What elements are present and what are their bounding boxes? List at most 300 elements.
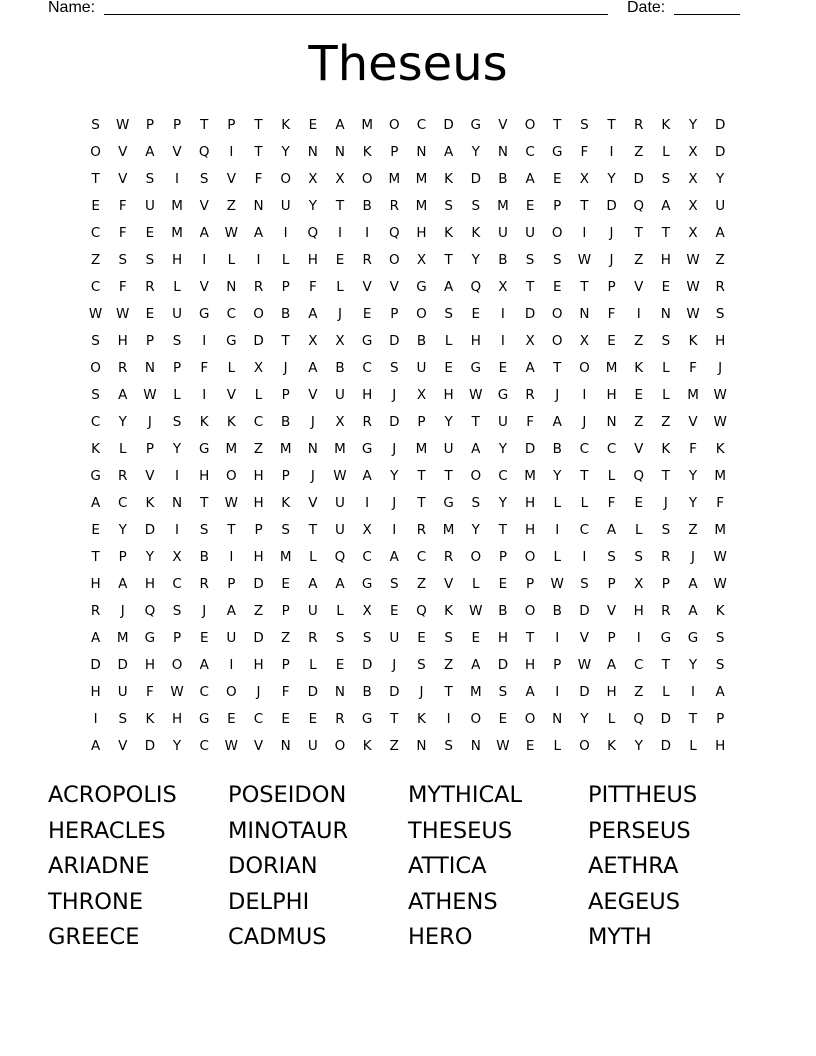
grid-letter: O bbox=[524, 117, 536, 133]
grid-letter: L bbox=[553, 549, 561, 565]
grid-letter: W bbox=[116, 117, 130, 133]
grid-letter: W bbox=[713, 549, 727, 565]
grid-letter: Z bbox=[661, 414, 671, 430]
grid-letter: Q bbox=[470, 279, 482, 295]
grid-letter: B bbox=[416, 333, 427, 349]
grid-letter: M bbox=[524, 468, 536, 484]
grid-letter: L bbox=[309, 657, 317, 673]
grid-letter: I bbox=[229, 657, 234, 673]
grid-letter: S bbox=[281, 522, 290, 538]
grid-letter: A bbox=[90, 630, 101, 646]
grid-letter: C bbox=[416, 549, 427, 565]
grid-letter: O bbox=[226, 684, 237, 700]
grid-letter: H bbox=[525, 657, 536, 673]
grid-letter: R bbox=[90, 603, 101, 619]
grid-letter: G bbox=[443, 495, 454, 511]
grid-letter: G bbox=[552, 144, 563, 160]
grid-letter: W bbox=[713, 414, 727, 430]
grid-letter: X bbox=[688, 198, 698, 214]
word-bank-item: GREECE bbox=[48, 924, 140, 951]
grid-letter: Z bbox=[253, 441, 264, 457]
grid-letter: B bbox=[552, 441, 562, 457]
word-bank-item: THRONE bbox=[48, 888, 144, 915]
grid-letter: X bbox=[308, 333, 318, 349]
grid-letter: C bbox=[362, 549, 372, 565]
grid-letter: X bbox=[308, 171, 318, 187]
grid-letter: A bbox=[688, 603, 698, 619]
grid-letter: U bbox=[389, 630, 400, 646]
grid-letter: I bbox=[500, 333, 505, 349]
grid-letter: Q bbox=[633, 198, 645, 214]
grid-row bbox=[82, 328, 734, 355]
grid-letter: D bbox=[579, 684, 590, 700]
grid-letter: N bbox=[606, 414, 617, 430]
grid-letter: P bbox=[281, 468, 290, 484]
grid-letter: G bbox=[361, 441, 373, 457]
grid-letter: S bbox=[444, 306, 453, 322]
grid-letter: B bbox=[498, 603, 508, 619]
grid-letter: Z bbox=[281, 630, 291, 646]
grid-letter: I bbox=[582, 225, 587, 241]
name-blank-line bbox=[104, 14, 608, 15]
grid-letter: G bbox=[361, 576, 373, 592]
word-bank bbox=[48, 778, 768, 956]
grid-letter: V bbox=[498, 117, 508, 133]
grid-letter: T bbox=[607, 117, 616, 133]
grid-letter: R bbox=[416, 522, 427, 538]
grid-letter: O bbox=[171, 657, 183, 673]
grid-letter: H bbox=[253, 549, 264, 565]
grid-letter: W bbox=[469, 603, 483, 619]
grid-letter: V bbox=[199, 279, 209, 295]
grid-letter: H bbox=[715, 738, 726, 754]
grid-letter: K bbox=[91, 441, 100, 457]
grid-letter: E bbox=[417, 630, 426, 646]
grid-letter: S bbox=[444, 198, 453, 214]
grid-letter: G bbox=[198, 711, 210, 727]
grid-letter: P bbox=[607, 279, 616, 295]
grid-letter: Y bbox=[444, 414, 453, 430]
grid-letter: T bbox=[661, 657, 670, 673]
grid-letter: E bbox=[525, 738, 535, 754]
grid-letter: H bbox=[660, 252, 671, 268]
grid-letter: J bbox=[337, 306, 342, 322]
grid-letter: Z bbox=[416, 576, 427, 592]
grid-letter: I bbox=[283, 225, 288, 241]
grid-row bbox=[82, 544, 734, 571]
grid-letter: R bbox=[634, 117, 644, 133]
grid-letter: R bbox=[443, 549, 454, 565]
grid-letter: R bbox=[253, 279, 264, 295]
grid-letter: Y bbox=[118, 414, 127, 430]
grid-letter: Y bbox=[634, 738, 643, 754]
grid-letter: L bbox=[173, 279, 181, 295]
grid-letter: Z bbox=[715, 252, 725, 268]
grid-letter: W bbox=[686, 306, 700, 322]
grid-letter: Y bbox=[145, 549, 155, 565]
page-title: Theseus bbox=[308, 36, 508, 92]
grid-letter: E bbox=[552, 279, 562, 295]
grid-letter: I bbox=[365, 495, 370, 511]
grid-letter: S bbox=[145, 252, 155, 268]
grid-letter: F bbox=[607, 495, 616, 511]
grid-letter: P bbox=[145, 441, 154, 457]
grid-letter: W bbox=[550, 576, 564, 592]
grid-letter: Z bbox=[443, 657, 454, 673]
grid-letter: R bbox=[118, 360, 128, 376]
grid-letter: C bbox=[416, 117, 427, 133]
grid-letter: L bbox=[634, 522, 643, 538]
grid-letter: Y bbox=[471, 522, 480, 538]
grid-letter: O bbox=[388, 117, 400, 133]
grid-letter: U bbox=[226, 630, 237, 646]
grid-letter: V bbox=[443, 576, 454, 592]
word-bank-item: ACROPOLIS bbox=[48, 782, 177, 808]
grid-letter: L bbox=[553, 738, 561, 754]
grid-letter: M bbox=[714, 522, 726, 538]
grid-letter: O bbox=[361, 171, 373, 187]
word-bank-item: AETHRA bbox=[588, 853, 679, 880]
grid-letter: M bbox=[334, 441, 346, 457]
grid-letter: K bbox=[281, 495, 291, 511]
grid-letter: C bbox=[199, 738, 209, 754]
word-bank-item: MYTH bbox=[588, 924, 652, 951]
grid-letter: P bbox=[553, 657, 562, 673]
grid-letter: E bbox=[607, 333, 616, 349]
grid-letter: J bbox=[609, 252, 614, 268]
grid-letter: L bbox=[662, 144, 670, 160]
grid-letter: Y bbox=[688, 468, 698, 484]
grid-letter: E bbox=[145, 306, 155, 322]
grid-letter: Z bbox=[226, 198, 236, 214]
grid-letter: P bbox=[553, 198, 562, 214]
grid-letter: F bbox=[526, 414, 534, 430]
grid-letter: E bbox=[498, 360, 508, 376]
grid-letter: H bbox=[144, 576, 155, 592]
grid-letter: S bbox=[417, 657, 426, 673]
grid-letter: T bbox=[580, 468, 589, 484]
grid-letter: A bbox=[715, 225, 725, 241]
grid-letter: J bbox=[609, 225, 614, 241]
grid-letter: G bbox=[198, 306, 210, 322]
grid-letter: X bbox=[253, 360, 264, 376]
grid-letter: T bbox=[553, 360, 562, 376]
grid-letter: O bbox=[334, 738, 346, 754]
grid-letter: F bbox=[607, 306, 616, 322]
grid-letter: M bbox=[442, 522, 455, 538]
grid-letter: I bbox=[256, 252, 261, 268]
grid-letter: H bbox=[253, 495, 264, 511]
grid-letter: K bbox=[471, 225, 481, 241]
grid-letter: J bbox=[120, 603, 125, 619]
grid-letter: Q bbox=[144, 603, 156, 619]
grid-letter: R bbox=[389, 198, 399, 214]
word-bank-item: CADMUS bbox=[228, 924, 327, 951]
grid-letter: X bbox=[335, 333, 345, 349]
grid-letter: P bbox=[172, 630, 182, 646]
grid-letter: H bbox=[362, 387, 373, 403]
grid-letter: O bbox=[90, 144, 101, 160]
grid-letter: F bbox=[118, 198, 127, 214]
grid-letter: U bbox=[497, 225, 508, 241]
grid-letter: X bbox=[416, 252, 427, 268]
grid-letter: B bbox=[498, 252, 508, 268]
grid-letter: S bbox=[172, 603, 182, 619]
grid-letter: L bbox=[472, 576, 480, 592]
grid-letter: Z bbox=[90, 252, 101, 268]
grid-letter: O bbox=[579, 360, 590, 376]
word-bank-item: DORIAN bbox=[228, 853, 318, 880]
grid-letter: I bbox=[636, 306, 641, 322]
grid-letter: D bbox=[144, 738, 156, 754]
grid-letter: P bbox=[281, 657, 290, 673]
grid-letter: T bbox=[444, 468, 453, 484]
grid-letter: W bbox=[170, 684, 184, 700]
grid-letter: A bbox=[118, 387, 128, 403]
grid-letter: L bbox=[662, 360, 670, 376]
grid-letter: C bbox=[118, 495, 128, 511]
grid-letter: S bbox=[390, 360, 399, 376]
grid-letter: O bbox=[226, 468, 237, 484]
grid-letter: T bbox=[661, 468, 670, 484]
word-bank-item: AEGEUS bbox=[588, 888, 681, 915]
grid-letter: V bbox=[226, 171, 236, 187]
grid-letter: F bbox=[118, 279, 127, 295]
grid-letter: O bbox=[470, 549, 482, 565]
grid-letter: B bbox=[498, 171, 508, 187]
grid-letter: U bbox=[715, 198, 726, 214]
grid-letter: I bbox=[555, 684, 560, 700]
grid-letter: E bbox=[145, 225, 155, 241]
grid-letter: R bbox=[335, 711, 345, 727]
grid-letter: M bbox=[388, 171, 401, 187]
grid-letter: D bbox=[144, 522, 156, 538]
grid-letter: U bbox=[335, 522, 345, 538]
grid-letter: O bbox=[524, 549, 536, 565]
grid-letter: X bbox=[416, 387, 427, 403]
grid-letter: E bbox=[281, 711, 290, 727]
grid-letter: X bbox=[579, 333, 590, 349]
grid-letter: N bbox=[416, 738, 427, 754]
grid-letter: Z bbox=[634, 333, 644, 349]
grid-letter: H bbox=[90, 576, 101, 592]
grid-letter: T bbox=[200, 495, 209, 511]
grid-letter: H bbox=[171, 711, 183, 727]
grid-row bbox=[82, 706, 734, 733]
grid-letter: E bbox=[498, 576, 508, 592]
grid-letter: I bbox=[229, 549, 234, 565]
grid-letter: F bbox=[689, 360, 697, 376]
grid-letter: Y bbox=[471, 144, 480, 160]
grid-letter: Z bbox=[634, 144, 644, 160]
grid-letter: V bbox=[362, 279, 372, 295]
letter-grid bbox=[82, 112, 734, 760]
grid-letter: R bbox=[118, 468, 128, 484]
grid-letter: E bbox=[661, 279, 671, 295]
grid-letter: E bbox=[199, 630, 209, 646]
grid-letter: I bbox=[555, 630, 560, 646]
grid-letter: S bbox=[661, 522, 671, 538]
grid-letter: S bbox=[172, 414, 182, 430]
grid-letter: A bbox=[525, 684, 535, 700]
grid-letter: A bbox=[443, 144, 454, 160]
grid-letter: N bbox=[226, 279, 237, 295]
grid-letter: M bbox=[415, 441, 428, 457]
grid-letter: T bbox=[227, 522, 236, 538]
grid-letter: I bbox=[500, 306, 505, 322]
grid-letter: M bbox=[469, 684, 482, 700]
grid-letter: U bbox=[497, 414, 508, 430]
grid-letter: V bbox=[118, 144, 128, 160]
grid-row bbox=[82, 301, 734, 328]
grid-row bbox=[82, 463, 734, 490]
grid-letter: A bbox=[715, 684, 725, 700]
grid-letter: D bbox=[253, 630, 264, 646]
grid-letter: B bbox=[362, 684, 372, 700]
grid-letter: J bbox=[718, 360, 723, 376]
grid-row bbox=[82, 598, 734, 625]
grid-letter: T bbox=[444, 684, 453, 700]
grid-letter: S bbox=[525, 252, 535, 268]
grid-letter: L bbox=[227, 360, 236, 376]
grid-letter: B bbox=[552, 603, 562, 619]
grid-letter: G bbox=[497, 387, 509, 403]
grid-letter: D bbox=[606, 198, 617, 214]
grid-letter: D bbox=[524, 441, 536, 457]
word-bank-item: PITTHEUS bbox=[588, 782, 698, 808]
grid-row bbox=[82, 274, 734, 301]
grid-letter: Z bbox=[634, 684, 644, 700]
grid-letter: M bbox=[225, 441, 238, 457]
grid-letter: M bbox=[415, 171, 428, 187]
word-bank-row bbox=[48, 885, 768, 921]
grid-letter: P bbox=[145, 333, 154, 349]
grid-letter: N bbox=[171, 495, 183, 511]
grid-letter: U bbox=[525, 225, 536, 241]
grid-letter: D bbox=[633, 171, 644, 187]
grid-letter: S bbox=[471, 198, 481, 214]
grid-letter: D bbox=[660, 738, 672, 754]
grid-letter: A bbox=[199, 225, 209, 241]
grid-letter: V bbox=[253, 738, 264, 754]
grid-letter: T bbox=[390, 711, 399, 727]
grid-letter: I bbox=[202, 387, 207, 403]
grid-letter: D bbox=[470, 171, 481, 187]
date-blank-line bbox=[674, 14, 740, 15]
grid-letter: J bbox=[392, 657, 397, 673]
grid-letter: K bbox=[417, 711, 426, 727]
grid-letter: G bbox=[470, 117, 481, 133]
grid-letter: A bbox=[118, 576, 128, 592]
word-bank-item: HERO bbox=[408, 924, 473, 951]
grid-letter: A bbox=[606, 522, 617, 538]
grid-letter: J bbox=[392, 441, 397, 457]
grid-letter: P bbox=[607, 576, 616, 592]
grid-letter: A bbox=[525, 171, 535, 187]
grid-letter: P bbox=[172, 117, 182, 133]
grid-letter: M bbox=[687, 387, 699, 403]
grid-letter: H bbox=[117, 333, 128, 349]
grid-row bbox=[82, 652, 734, 679]
name-label: Name: bbox=[48, 0, 96, 16]
grid-letter: S bbox=[580, 576, 589, 592]
grid-letter: P bbox=[661, 576, 670, 592]
grid-letter: S bbox=[172, 333, 182, 349]
grid-letter: A bbox=[253, 225, 264, 241]
grid-letter: J bbox=[310, 468, 315, 484]
grid-letter: J bbox=[256, 684, 261, 700]
grid-letter: Y bbox=[688, 495, 698, 511]
grid-letter: K bbox=[444, 171, 454, 187]
grid-letter: O bbox=[470, 468, 482, 484]
grid-letter: M bbox=[171, 198, 183, 214]
grid-letter: K bbox=[715, 441, 725, 457]
grid-letter: T bbox=[580, 198, 589, 214]
grid-letter: W bbox=[224, 495, 239, 511]
grid-letter: M bbox=[605, 360, 618, 376]
grid-letter: Y bbox=[607, 171, 616, 187]
grid-letter: C bbox=[226, 306, 237, 322]
grid-letter: T bbox=[525, 630, 535, 646]
grid-letter: O bbox=[470, 711, 482, 727]
grid-letter: I bbox=[337, 225, 342, 241]
grid-letter: P bbox=[390, 306, 399, 322]
grid-letter: K bbox=[362, 738, 372, 754]
grid-letter: L bbox=[662, 387, 670, 403]
grid-letter: R bbox=[199, 576, 209, 592]
grid-letter: F bbox=[580, 144, 589, 160]
grid-letter: E bbox=[634, 495, 643, 511]
grid-letter: I bbox=[392, 522, 397, 538]
grid-letter: B bbox=[362, 198, 372, 214]
grid-letter: L bbox=[309, 549, 317, 565]
grid-letter: X bbox=[688, 144, 698, 160]
grid-letter: C bbox=[498, 468, 508, 484]
grid-letter: K bbox=[607, 738, 616, 754]
grid-letter: X bbox=[335, 414, 345, 430]
grid-letter: K bbox=[444, 603, 454, 619]
grid-letter: K bbox=[362, 144, 372, 160]
grid-letter: A bbox=[308, 306, 318, 322]
grid-letter: J bbox=[392, 495, 397, 511]
grid-letter: G bbox=[416, 279, 427, 295]
grid-letter: K bbox=[715, 603, 725, 619]
grid-letter: S bbox=[715, 630, 725, 646]
grid-letter: Y bbox=[390, 468, 399, 484]
grid-letter: I bbox=[175, 468, 180, 484]
grid-letter: W bbox=[577, 657, 592, 673]
grid-letter: L bbox=[580, 495, 589, 511]
grid-letter: M bbox=[279, 441, 292, 457]
grid-letter: R bbox=[715, 279, 725, 295]
grid-letter: N bbox=[307, 144, 318, 160]
grid-letter: L bbox=[607, 468, 616, 484]
grid-letter: Z bbox=[688, 522, 698, 538]
grid-letter: V bbox=[118, 738, 128, 754]
grid-letter: S bbox=[444, 630, 453, 646]
grid-letter: T bbox=[525, 279, 535, 295]
grid-letter: T bbox=[417, 468, 426, 484]
grid-letter: V bbox=[172, 144, 182, 160]
grid-letter: H bbox=[199, 468, 210, 484]
grid-row bbox=[82, 733, 734, 760]
grid-letter: D bbox=[389, 333, 400, 349]
grid-letter: T bbox=[417, 495, 426, 511]
grid-letter: W bbox=[469, 387, 483, 403]
grid-letter: O bbox=[524, 603, 536, 619]
grid-letter: R bbox=[145, 279, 155, 295]
grid-letter: M bbox=[497, 198, 509, 214]
